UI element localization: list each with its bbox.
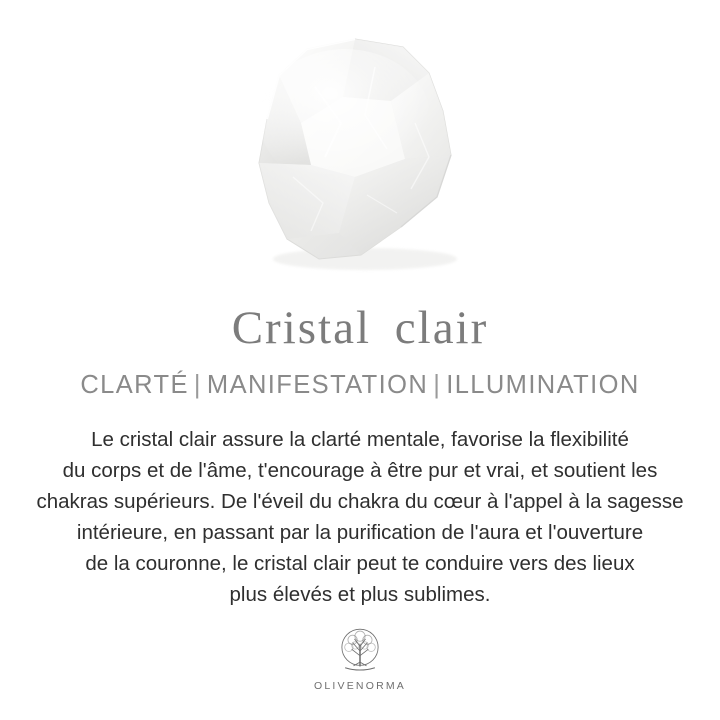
keyword-separator-2: | — [433, 370, 442, 399]
description-line: chakras supérieurs. De l'éveil du chakra du cœur à l'appel à la sagesse — [36, 490, 684, 513]
description-line: de la couronne, le cristal clair peut te conduire vers des lieux — [85, 552, 635, 576]
tree-of-life-icon — [332, 625, 388, 677]
keyword-2: MANIFESTATION — [206, 370, 429, 399]
keyword-1: CLARTÉ — [80, 370, 189, 399]
description-line: intérieure, en passant par la purification de l'aura et l'ouverture — [76, 521, 644, 545]
crystal-photo — [215, 27, 515, 277]
keyword-3: ILLUMINATION — [446, 370, 640, 399]
keyword-separator-1: | — [193, 370, 202, 399]
description-line: plus élevés et plus sublimes. — [229, 583, 491, 607]
brand-wordmark: OLIVENORMA — [313, 680, 406, 692]
keyword-list — [80, 371, 639, 400]
description-line: du corps et de l'âme, t'encourage à être pur et vrai, et soutient les — [62, 458, 658, 482]
clear-quartz-crystal-icon — [215, 27, 515, 277]
description-text — [15, 424, 705, 611]
crystal-image-area — [0, 0, 720, 295]
page-title: Cristal clair — [231, 302, 489, 354]
description-line: Le cristal clair assure la clarté mentale, favorise la flexibilité — [91, 427, 629, 451]
brand-logo — [0, 625, 720, 692]
